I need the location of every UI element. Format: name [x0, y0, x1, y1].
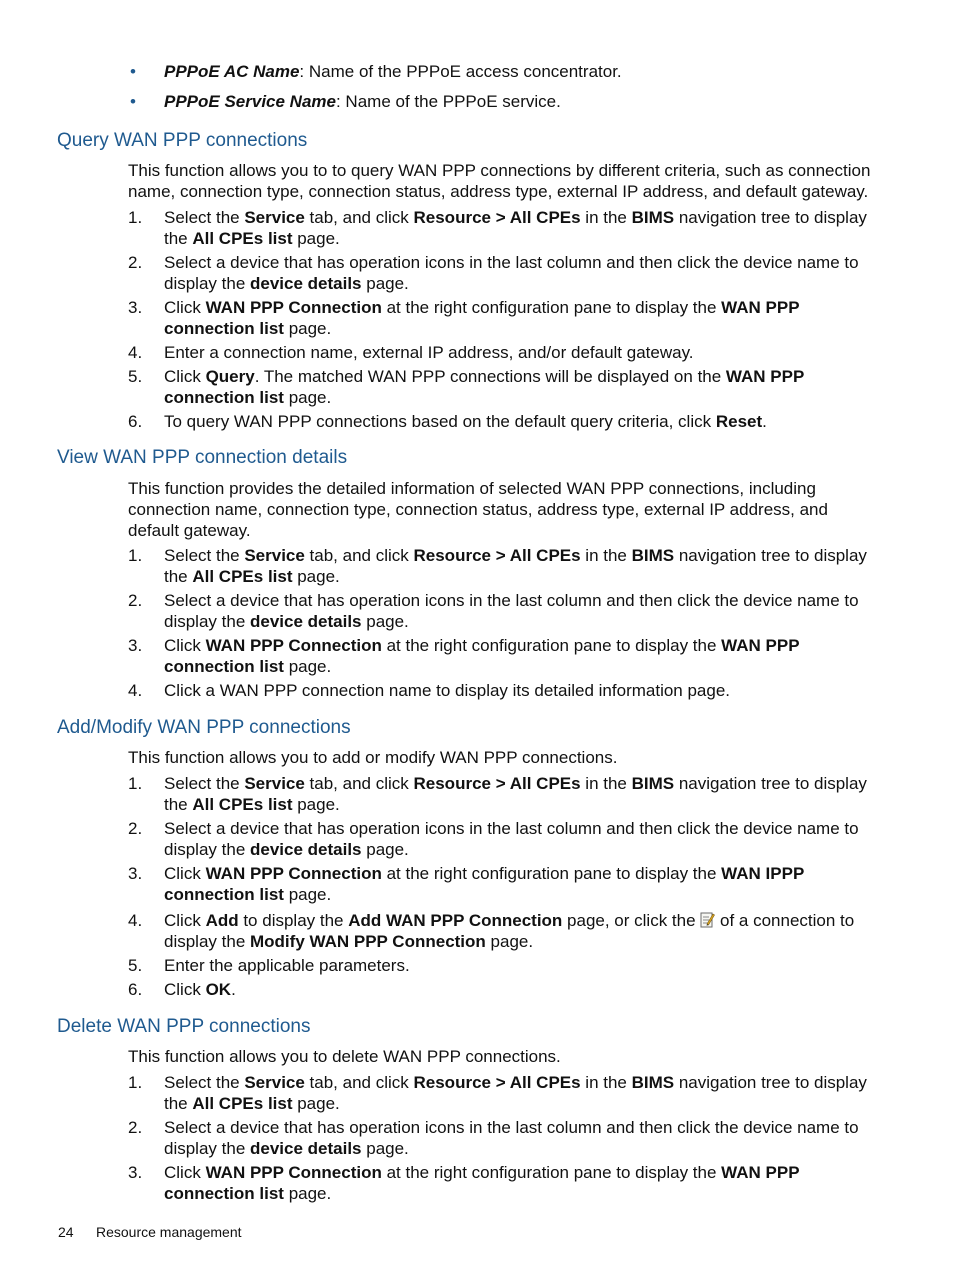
- step-bold-term: All CPEs list: [192, 229, 293, 248]
- step-text-run: Select a device that has operation icons in the last column and then click the device name to display the: [164, 253, 859, 293]
- step-bold-term: All CPEs list: [192, 795, 293, 814]
- step-text: [164, 910, 870, 952]
- bullet-text: [164, 61, 622, 82]
- step-bold-term: WAN PPP Connection: [205, 298, 382, 317]
- step-text-run: Click: [164, 864, 206, 883]
- step-text-run: page.: [283, 885, 332, 904]
- step-number: 1.: [128, 774, 143, 793]
- step-text-run: tab, and click: [304, 1073, 414, 1092]
- bullet-description: : Name of the PPPoE access concentrator.: [299, 62, 622, 81]
- step-bold-term: Reset: [715, 412, 763, 431]
- step-text-run: page.: [283, 1184, 332, 1203]
- step-number: 1.: [128, 208, 143, 227]
- step-text-run: Select a device that has operation icons in the last column and then click the device name to display the: [164, 1118, 859, 1158]
- bullet-text: [164, 91, 561, 112]
- step-text-run: in the: [580, 546, 632, 565]
- section-heading-delete: Delete WAN PPP connections: [57, 1016, 311, 1037]
- step-bold-term: WAN PPP Connection: [205, 864, 382, 883]
- step-bold-term: BIMS: [631, 1073, 675, 1092]
- step-text-run: Click: [164, 911, 206, 930]
- step-text-run: Select the: [164, 1073, 245, 1092]
- step-text: [164, 207, 870, 249]
- step-text-run: page, or click the: [562, 911, 701, 930]
- section-intro: This function allows you to delete WAN PPP connections.: [128, 1047, 561, 1066]
- step-text: [164, 979, 870, 1000]
- step-text: [164, 635, 870, 677]
- step-bold-term: Resource > All CPEs: [413, 546, 581, 565]
- step-text: [164, 773, 870, 815]
- step-text-run: Select the: [164, 208, 245, 227]
- step-text-run: in the: [580, 774, 632, 793]
- step-number: 3.: [128, 636, 143, 655]
- step-bold-term: Resource > All CPEs: [413, 208, 581, 227]
- step-text: [164, 366, 870, 408]
- step-bold-term: device details: [250, 274, 362, 293]
- step-text-run: at the right configuration pane to display the: [381, 636, 722, 655]
- step-text-run: navigation tree to display the: [164, 774, 867, 814]
- step-number: 3.: [128, 864, 143, 883]
- step-text-run: page.: [292, 229, 340, 248]
- bullet-description: : Name of the PPPoE service.: [335, 92, 561, 111]
- step-text-run: navigation tree to display the: [164, 1073, 867, 1113]
- step-text-run: Click: [164, 298, 206, 317]
- step-text-run: To query WAN PPP connections based on the default query criteria, click: [164, 412, 716, 431]
- step-text-run: tab, and click: [304, 546, 414, 565]
- step-bold-term: device details: [250, 840, 362, 859]
- step-bold-term: Modify WAN PPP Connection: [250, 932, 486, 951]
- step-bold-term: BIMS: [631, 208, 675, 227]
- step-text-run: at the right configuration pane to display the: [381, 1163, 722, 1182]
- step-text-run: Select the: [164, 774, 245, 793]
- step-bold-term: device details: [250, 612, 362, 631]
- step-number: 2.: [128, 1118, 143, 1137]
- step-number: 2.: [128, 819, 143, 838]
- step-bold-term: BIMS: [631, 774, 675, 793]
- step-text-run: at the right configuration pane to display the: [381, 298, 722, 317]
- step-bold-term: WAN PPP connection list: [164, 1163, 800, 1203]
- step-bold-term: Service: [244, 208, 305, 227]
- step-text-run: Click: [164, 367, 206, 386]
- step-text-run: navigation tree to display the: [164, 546, 867, 586]
- step-text-run: page.: [361, 612, 409, 631]
- step-text-run: Click a WAN PPP connection name to display its detailed information page.: [164, 681, 731, 700]
- step-bold-term: WAN PPP connection list: [164, 636, 800, 676]
- step-number: 4.: [128, 911, 143, 930]
- step-number: 5.: [128, 956, 143, 975]
- step-text-run: page.: [292, 795, 340, 814]
- step-text: [164, 1162, 870, 1204]
- step-text-run: page.: [283, 388, 332, 407]
- bullet-term: PPPoE Service Name: [164, 92, 336, 111]
- step-text: [164, 680, 870, 701]
- step-number: 1.: [128, 546, 143, 565]
- step-text: [164, 297, 870, 339]
- step-number: 6.: [128, 412, 143, 431]
- step-text-run: to display the: [238, 911, 349, 930]
- step-text-run: page.: [292, 1094, 340, 1113]
- step-number: 4.: [128, 681, 143, 700]
- step-text: [164, 818, 870, 860]
- bullet-dot: •: [130, 92, 136, 111]
- step-bold-term: Add: [205, 911, 239, 930]
- bullet-term: PPPoE AC Name: [164, 62, 300, 81]
- step-text-run: Enter a connection name, external IP address, and/or default gateway.: [164, 343, 694, 362]
- step-text-run: Select the: [164, 546, 245, 565]
- step-text-run: page.: [361, 840, 409, 859]
- step-bold-term: Resource > All CPEs: [413, 774, 581, 793]
- step-bold-term: All CPEs list: [192, 567, 293, 586]
- step-text-run: Click: [164, 980, 206, 999]
- bullet-dot: •: [130, 62, 136, 81]
- step-text-run: Click: [164, 1163, 206, 1182]
- step-text-run: Enter the applicable parameters.: [164, 956, 410, 975]
- step-text-run: at the right configuration pane to display the: [381, 864, 722, 883]
- page-number: 24: [58, 1224, 74, 1240]
- step-text: [164, 590, 870, 632]
- step-text: [164, 1072, 870, 1114]
- step-text-run: page.: [292, 567, 340, 586]
- step-bold-term: Add WAN PPP Connection: [348, 911, 563, 930]
- step-text: [164, 955, 870, 976]
- step-number: 1.: [128, 1073, 143, 1092]
- step-bold-term: WAN PPP Connection: [205, 636, 382, 655]
- section-intro: This function provides the detailed information of selected WAN PPP connections, including connection name, connection type, connection status, address type, external IP address, and default gateway.: [128, 479, 828, 540]
- section-heading-add-modify: Add/Modify WAN PPP connections: [57, 717, 351, 738]
- step-text-run: tab, and click: [304, 774, 414, 793]
- footer-section-title: Resource management: [96, 1224, 242, 1240]
- step-text: [164, 863, 870, 905]
- step-bold-term: device details: [250, 1139, 362, 1158]
- step-number: 5.: [128, 367, 143, 386]
- step-text-run: page.: [361, 274, 409, 293]
- section-heading-query: Query WAN PPP connections: [57, 130, 308, 151]
- step-text: [164, 545, 870, 587]
- step-bold-term: All CPEs list: [192, 1094, 293, 1113]
- step-text-run: page.: [283, 657, 332, 676]
- edit-icon: [700, 911, 715, 928]
- step-bold-term: WAN PPP connection list: [164, 367, 805, 407]
- step-text: [164, 252, 870, 294]
- step-bold-term: Service: [244, 1073, 305, 1092]
- step-text-run: .: [762, 412, 767, 431]
- step-text: [164, 1117, 870, 1159]
- step-text-run: of a connection to display the: [164, 911, 855, 951]
- step-text-run: tab, and click: [304, 208, 414, 227]
- step-text-run: page.: [485, 932, 534, 951]
- step-text-run: page.: [283, 319, 332, 338]
- step-bold-term: Resource > All CPEs: [413, 1073, 581, 1092]
- step-bold-term: Service: [244, 546, 305, 565]
- step-number: 6.: [128, 980, 143, 999]
- step-text-run: .: [231, 980, 236, 999]
- step-number: 2.: [128, 591, 143, 610]
- step-text: [164, 342, 870, 363]
- step-number: 4.: [128, 343, 143, 362]
- step-bold-term: WAN PPP Connection: [205, 1163, 382, 1182]
- step-text-run: Select a device that has operation icons in the last column and then click the device name to display the: [164, 591, 859, 631]
- step-text-run: navigation tree to display the: [164, 208, 867, 248]
- step-bold-term: Service: [244, 774, 305, 793]
- step-number: 3.: [128, 1163, 143, 1182]
- step-text-run: in the: [580, 1073, 632, 1092]
- step-bold-term: WAN IPPP connection list: [164, 864, 804, 904]
- step-text-run: Click: [164, 636, 206, 655]
- step-bold-term: Query: [205, 367, 255, 386]
- section-heading-view: View WAN PPP connection details: [57, 447, 348, 468]
- section-intro: This function allows you to add or modify WAN PPP connections.: [128, 748, 618, 767]
- step-number: 2.: [128, 253, 143, 272]
- step-number: 3.: [128, 298, 143, 317]
- step-bold-term: WAN PPP connection list: [164, 298, 800, 338]
- step-bold-term: BIMS: [631, 546, 675, 565]
- step-text: [164, 411, 870, 432]
- step-text-run: . The matched WAN PPP connections will be displayed on the: [254, 367, 726, 386]
- step-text-run: in the: [580, 208, 632, 227]
- step-text-run: Select a device that has operation icons in the last column and then click the device name to display the: [164, 819, 859, 859]
- section-intro: This function allows you to to query WAN PPP connections by different criteria, such as connection name, connection type, connection status, address type, external IP address, and default gateway.: [128, 161, 871, 201]
- step-text-run: page.: [361, 1139, 409, 1158]
- step-bold-term: OK: [205, 980, 232, 999]
